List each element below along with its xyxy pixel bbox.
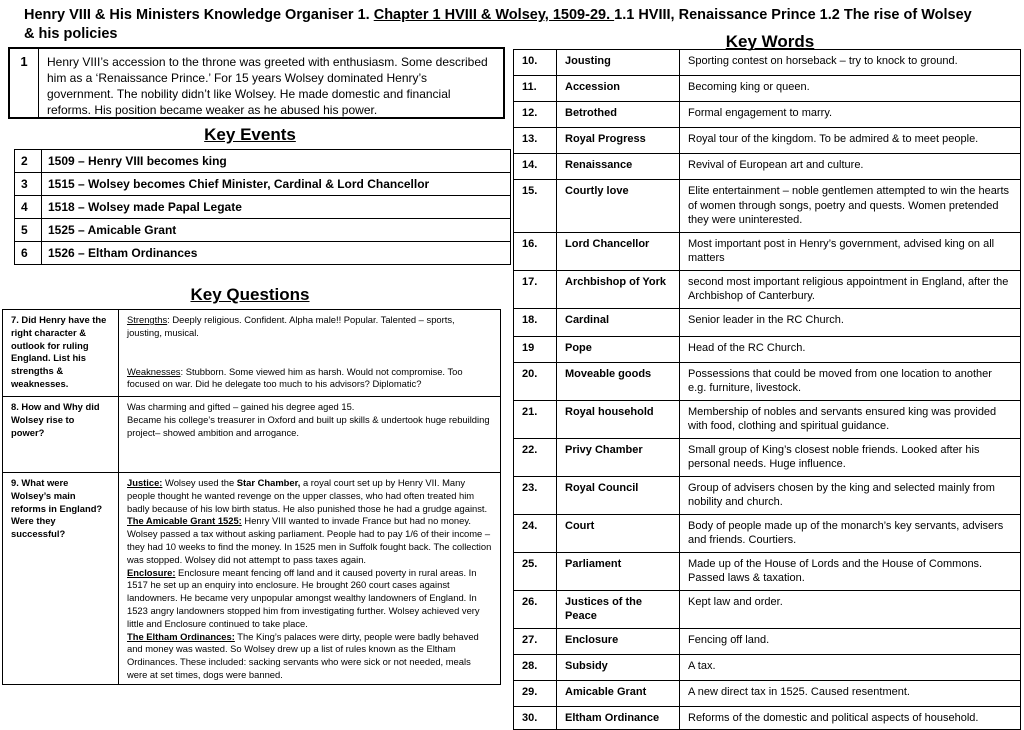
key-word-definition: Reforms of the domestic and political aspects of household. — [680, 706, 1021, 730]
key-word-number: 24. — [514, 514, 557, 552]
event-row — [15, 196, 511, 219]
intro-number: 1 — [10, 49, 39, 117]
key-word-number: 26. — [514, 590, 557, 628]
amicable-grant-paragraph — [127, 515, 492, 566]
key-word-row — [514, 628, 1021, 654]
key-events-table — [14, 149, 511, 265]
justice-paragraph — [127, 477, 492, 515]
key-questions-table — [2, 309, 501, 685]
eltham-label: The Eltham Ordinances: — [127, 630, 235, 642]
key-word-row — [514, 706, 1021, 730]
key-word-number: 27. — [514, 628, 557, 654]
key-word-row — [514, 552, 1021, 590]
key-word-number: 19 — [514, 336, 557, 362]
event-text: 1525 – Amicable Grant — [42, 219, 511, 242]
key-word-definition: Most important post in Henry’s government, advised king on all matters — [680, 232, 1021, 270]
key-words-table — [513, 49, 1021, 730]
key-word-term: Royal Progress — [557, 128, 680, 154]
key-word-row — [514, 590, 1021, 628]
key-word-row — [514, 476, 1021, 514]
event-text: 1509 – Henry VIII becomes king — [42, 150, 511, 173]
amicable-grant-text: Henry VIII wanted to invade France but had no money. Wolsey passed a tax without asking parliament. People had to pay 1/6 of their income – they had 10 weeks to find the money. In 1525 men in Suffolk fought back. The collection was stopped. Wolsey did not attempt to pass taxes again. — [127, 515, 492, 565]
key-word-row — [514, 400, 1021, 438]
key-word-number: 14. — [514, 154, 557, 180]
key-word-definition: second most important religious appointment in England, after the Archbishop of Canterbury. — [680, 270, 1021, 308]
key-word-term: Court — [557, 514, 680, 552]
key-word-row — [514, 232, 1021, 270]
key-word-row — [514, 514, 1021, 552]
enclosure-text: Enclosure meant fencing off land and it caused poverty in rural areas. In 1517 he set up an enquiry into enclosure. He brought 260 court cases against landowners. He became very unpopular amongst wealthy landowners of England. In 1523 angry landowners stopped him from investigating further. Wolsey achieved very little and Enclosure continued to take place. — [127, 566, 480, 629]
key-word-number: 17. — [514, 270, 557, 308]
key-word-term: Royal household — [557, 400, 680, 438]
answer-8-line-2: Became his college’s treasurer in Oxford and built up skills & undertook huge rebuilding project– showed ambition and arrogance. — [127, 413, 490, 438]
answer-7 — [119, 310, 501, 397]
event-number: 2 — [15, 150, 42, 173]
key-word-number: 15. — [514, 180, 557, 233]
key-word-term: Cardinal — [557, 308, 680, 336]
title-prefix: Henry VIII & His Ministers Knowledge Organiser 1. — [24, 7, 374, 23]
key-word-term: Privy Chamber — [557, 438, 680, 476]
question-7: 7. Did Henry have the right character & outlook for ruling England. List his strengths & weaknesses. — [3, 310, 119, 397]
key-word-definition: Senior leader in the RC Church. — [680, 308, 1021, 336]
event-row — [15, 242, 511, 265]
intro-text: Henry VIII’s accession to the throne was greeted with enthusiasm. Some described him as a ‘Renaissance Prince.’ For 15 years Wolsey dominated Henry’s government. The nobility didn’t like Wolsey. He made domestic and financial reforms. His position became weaker as he abused his power. — [47, 55, 488, 117]
event-row — [15, 150, 511, 173]
event-number: 5 — [15, 219, 42, 242]
event-row — [15, 219, 511, 242]
event-text: 1515 – Wolsey becomes Chief Minister, Cardinal & Lord Chancellor — [42, 173, 511, 196]
title-suffix: 1.1 HVIII, Renaissance Prince 1.2 The rise of Wolsey & his policies — [24, 7, 972, 42]
key-word-row — [514, 680, 1021, 706]
key-word-term: Moveable goods — [557, 362, 680, 400]
question-row-8 — [3, 397, 501, 473]
enclosure-label: Enclosure: — [127, 566, 176, 578]
key-word-row — [514, 180, 1021, 233]
key-word-row — [514, 336, 1021, 362]
key-word-row — [514, 654, 1021, 680]
key-word-definition: A new direct tax in 1525. Caused resentment. — [680, 680, 1021, 706]
key-word-number: 18. — [514, 308, 557, 336]
event-number: 3 — [15, 173, 42, 196]
answer-8 — [119, 397, 501, 473]
strengths-label: Strengths — [127, 314, 168, 325]
key-word-definition: Head of the RC Church. — [680, 336, 1021, 362]
key-word-definition: Fencing off land. — [680, 628, 1021, 654]
key-word-row — [514, 154, 1021, 180]
key-word-definition: Kept law and order. — [680, 590, 1021, 628]
key-word-number: 20. — [514, 362, 557, 400]
key-word-term: Royal Council — [557, 476, 680, 514]
answer-9 — [119, 473, 501, 685]
key-word-term: Courtly love — [557, 180, 680, 233]
key-word-term: Lord Chancellor — [557, 232, 680, 270]
key-word-definition: Revival of European art and culture. — [680, 154, 1021, 180]
answer-8-line-1: Was charming and gifted – gained his degree aged 15. — [127, 401, 355, 412]
star-chamber-term: Star Chamber, — [236, 477, 301, 488]
key-word-number: 23. — [514, 476, 557, 514]
key-word-definition: Becoming king or queen. — [680, 76, 1021, 102]
key-word-definition: Royal tour of the kingdom. To be admired & to meet people. — [680, 128, 1021, 154]
key-word-definition: Small group of King’s closest noble friends. Looked after his personal needs. Huge influence. — [680, 438, 1021, 476]
key-word-definition: Group of advisers chosen by the king and selected mainly from nobility and church. — [680, 476, 1021, 514]
key-word-number: 21. — [514, 400, 557, 438]
key-word-row — [514, 308, 1021, 336]
key-word-term: Amicable Grant — [557, 680, 680, 706]
event-number: 4 — [15, 196, 42, 219]
key-word-definition: Sporting contest on horseback – try to knock to ground. — [680, 50, 1021, 76]
key-word-term: Pope — [557, 336, 680, 362]
justice-label: Justice: — [127, 477, 163, 488]
key-word-row — [514, 76, 1021, 102]
key-word-number: 10. — [514, 50, 557, 76]
key-word-term: Subsidy — [557, 654, 680, 680]
key-word-term: Enclosure — [557, 628, 680, 654]
key-word-definition: Formal engagement to marry. — [680, 102, 1021, 128]
amicable-grant-label: The Amicable Grant 1525: — [127, 515, 242, 527]
key-word-term: Betrothed — [557, 102, 680, 128]
eltham-paragraph — [127, 631, 492, 682]
enclosure-paragraph — [127, 567, 492, 631]
key-word-number: 30. — [514, 706, 557, 730]
key-word-number: 16. — [514, 232, 557, 270]
weaknesses-label: Weaknesses — [127, 365, 181, 377]
key-word-term: Justices of the Peace — [557, 590, 680, 628]
justice-text-b: a royal court set up by Henry VII. Many people thought he wanted revenge on the upper classes, who had often treated him badly because of his low birth status. He also punished those he had a grudge against. — [127, 477, 488, 514]
intro-box — [8, 47, 505, 119]
key-word-term: Jousting — [557, 50, 680, 76]
question-8: 8. How and Why did Wolsey rise to power? — [3, 397, 119, 473]
key-word-row — [514, 270, 1021, 308]
key-events-heading: Key Events — [204, 125, 296, 144]
key-word-number: 28. — [514, 654, 557, 680]
weaknesses-text: : Stubborn. Some viewed him as harsh. Would not compromise. Too focused on war. Did he delegate too much to his advisors? Diplomatic? — [127, 365, 463, 390]
key-word-row — [514, 50, 1021, 76]
key-word-number: 13. — [514, 128, 557, 154]
key-word-definition: Elite entertainment – noble gentlemen attempted to win the hearts of women through songs, poetry and quests. Women pretended they were uninterested. — [680, 180, 1021, 233]
key-word-row — [514, 362, 1021, 400]
question-row-9 — [3, 473, 501, 685]
title-chapter: Chapter 1 HVIII & Wolsey, 1509-29. — [373, 7, 615, 23]
event-row — [15, 173, 511, 196]
event-number: 6 — [15, 242, 42, 265]
question-9: 9. What were Wolsey’s main reforms in England? Were they successful? — [3, 473, 119, 685]
key-word-definition: Possessions that could be moved from one location to another e.g. furniture, livestock. — [680, 362, 1021, 400]
key-word-row — [514, 102, 1021, 128]
key-word-number: 12. — [514, 102, 557, 128]
key-word-number: 25. — [514, 552, 557, 590]
key-word-definition: Body of people made up of the monarch’s key servants, advisers and friends. Courtiers. — [680, 514, 1021, 552]
key-word-number: 11. — [514, 76, 557, 102]
strengths-text: : Deeply religious. Confident. Alpha male!! Popular. Talented – sports, jousting, musical. — [127, 314, 455, 338]
key-word-row — [514, 128, 1021, 154]
key-questions-heading: Key Questions — [190, 285, 310, 304]
key-word-term: Eltham Ordinance — [557, 706, 680, 730]
key-word-number: 29. — [514, 680, 557, 706]
key-word-number: 22. — [514, 438, 557, 476]
key-word-term: Accession — [557, 76, 680, 102]
justice-text-a: Wolsey used the — [162, 477, 237, 488]
key-word-definition: A tax. — [680, 654, 1021, 680]
key-word-term: Archbishop of York — [557, 270, 680, 308]
key-word-term: Parliament — [557, 552, 680, 590]
key-word-row — [514, 438, 1021, 476]
key-word-term: Renaissance — [557, 154, 680, 180]
question-row-7 — [3, 310, 501, 397]
event-text: 1526 – Eltham Ordinances — [42, 242, 511, 265]
key-word-definition: Membership of nobles and servants ensured king was provided with food, clothing and spiritual guidance. — [680, 400, 1021, 438]
eltham-text: The King’s palaces were dirty, people were badly behaved and money was wasted. So Wolsey drew up a list of rules known as the Eltham Ordinances. These included: sacking servants who were sick or not needed, meals were at set times, dogs were banned. — [127, 630, 479, 680]
key-words-heading: Key Words — [725, 32, 815, 51]
key-word-definition: Made up of the House of Lords and the House of Commons. Passed laws & taxation. — [680, 552, 1021, 590]
event-text: 1518 – Wolsey made Papal Legate — [42, 196, 511, 219]
